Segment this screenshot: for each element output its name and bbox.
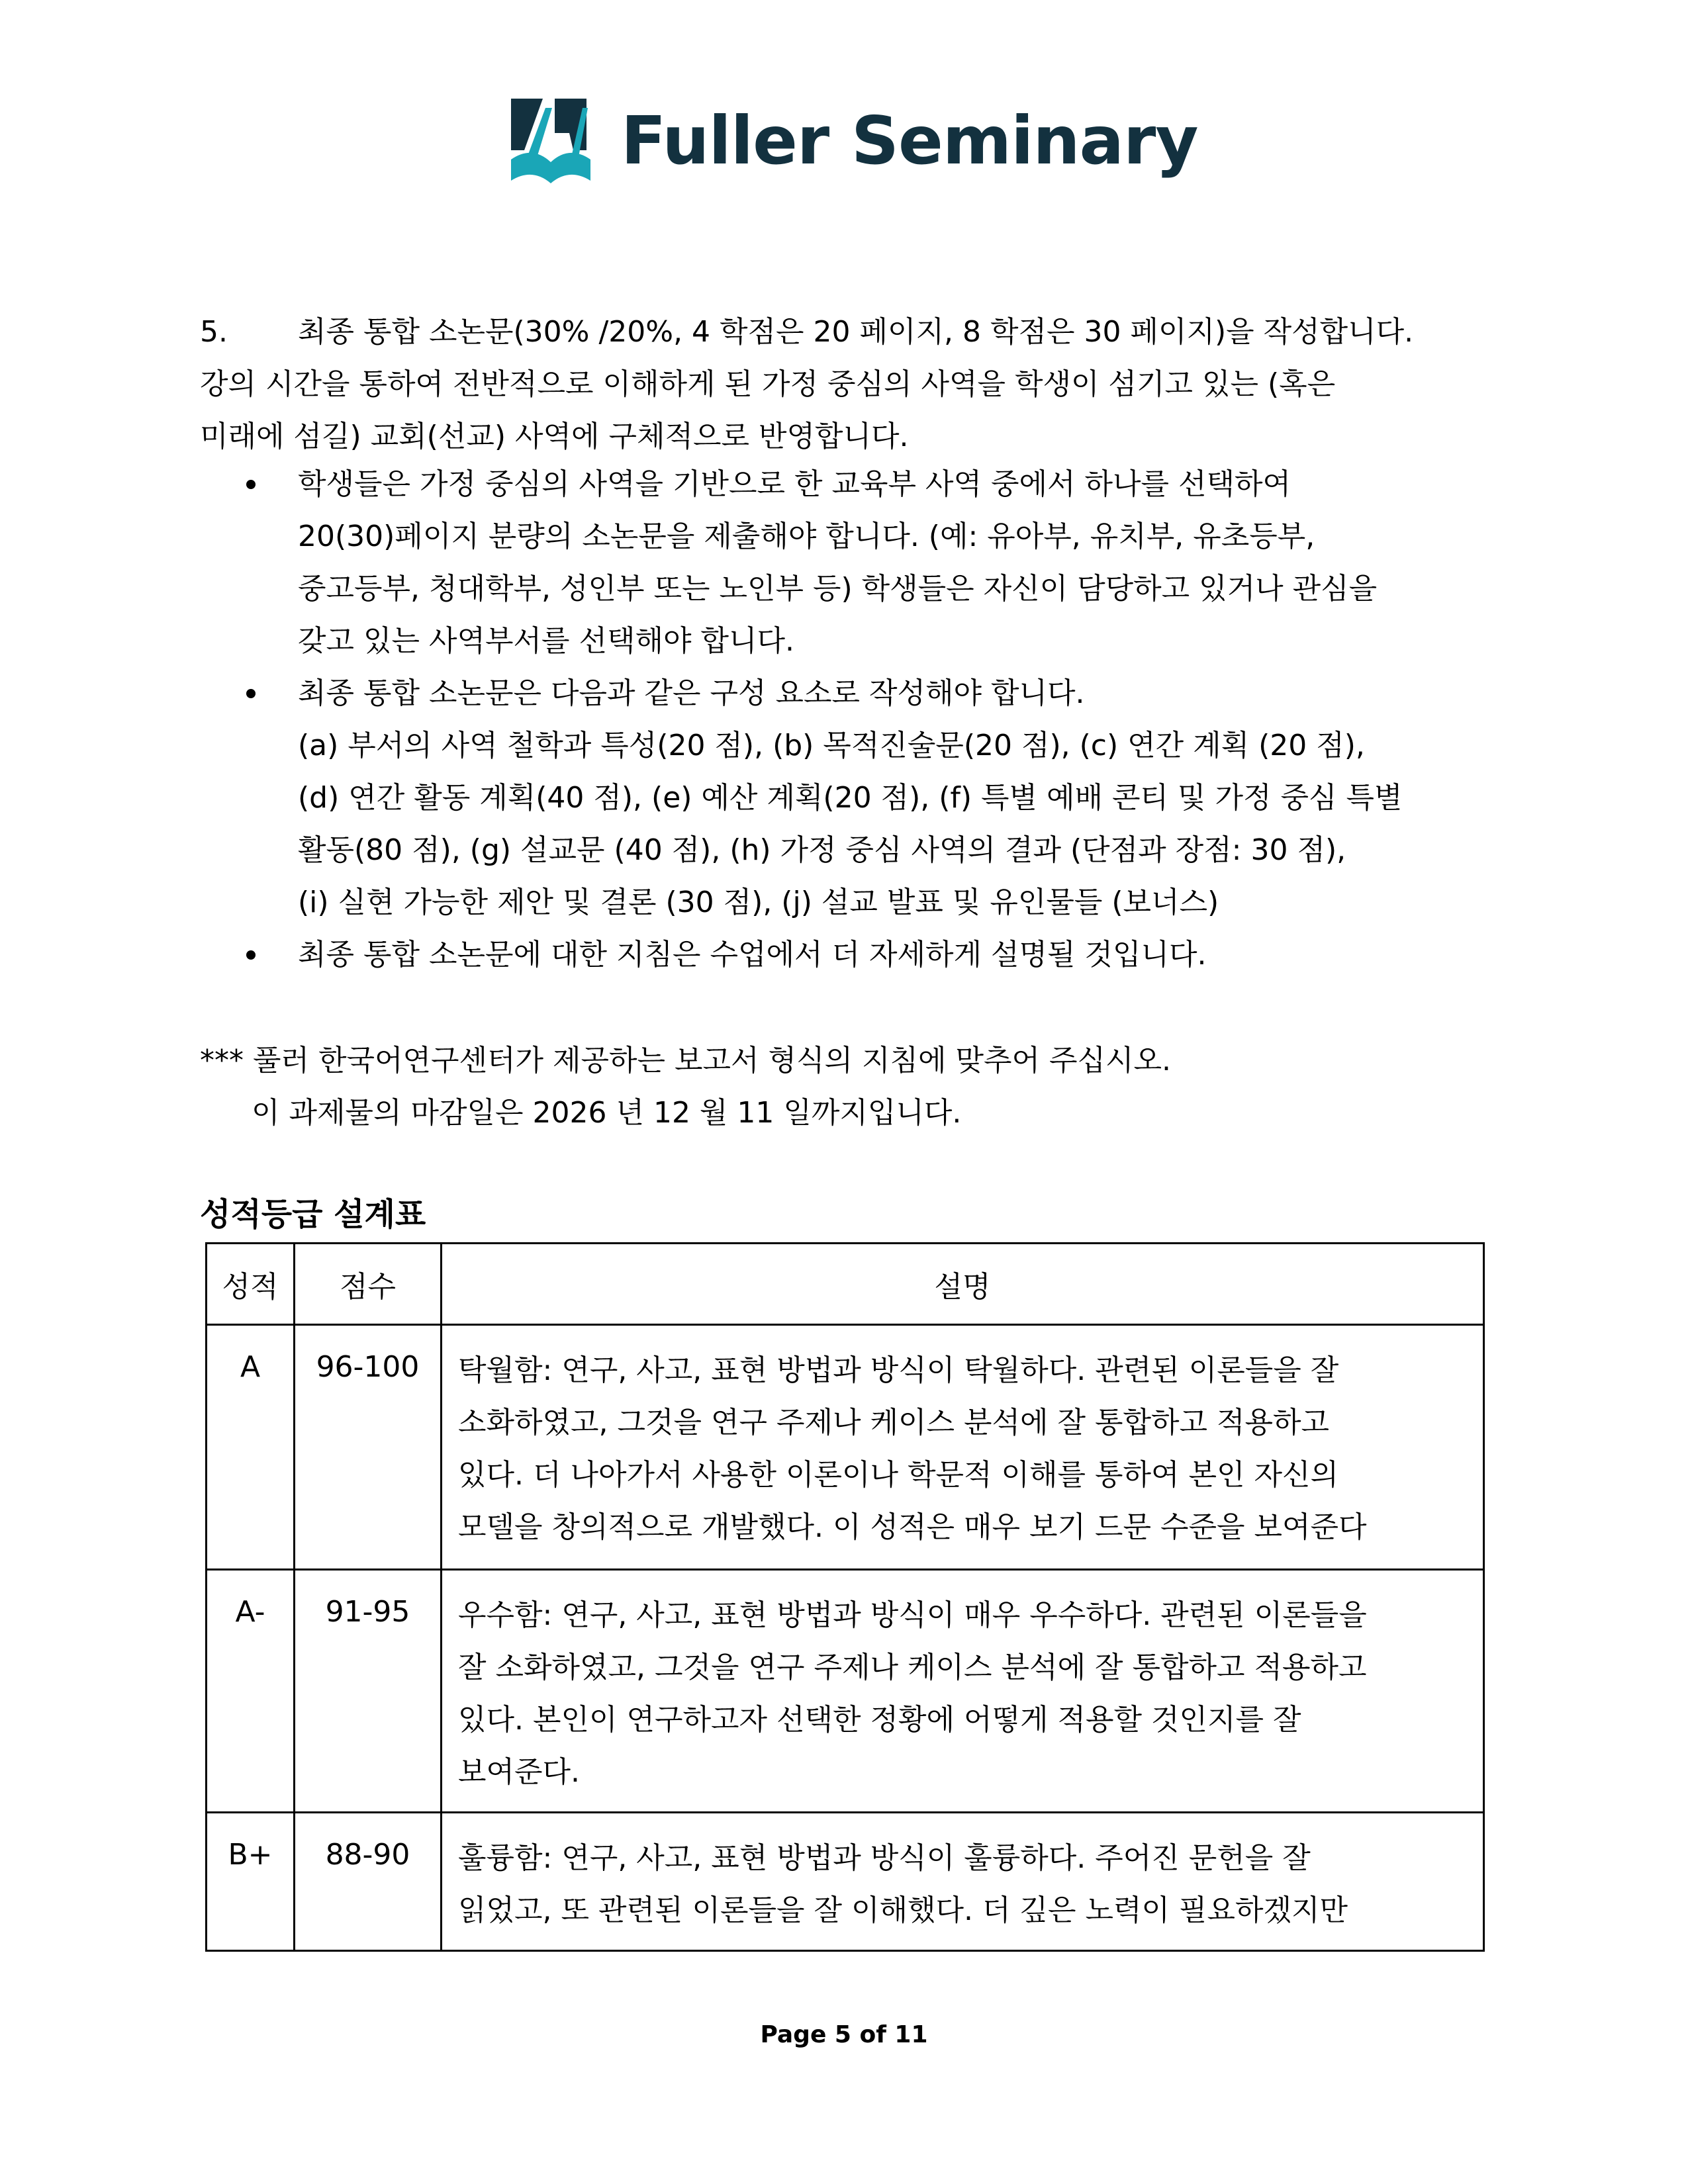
deadline-text: 이 과제물의 마감일은 2026 년 12 월 11 일까지입니다.: [252, 1096, 962, 1130]
table-row: [207, 1570, 1484, 1813]
grade-cell: A: [207, 1325, 295, 1570]
assignment-line: 미래에 섬길) 교회(선교) 사역에 구체적으로 반영합니다.: [200, 420, 909, 453]
assignment-bullet-list: [200, 458, 1402, 981]
bullet-item: 학생들은 가정 중심의 사역을 기반으로 한 교육부 사역 중에서 하나를 선택하여 20(30)페이지 분량의 소논문을 제출해야 합니다. (예: 유아부, 유치부, 유초등부, 중고등부, 청대학부, 성인부 또는 노인부 등) 학생들은 자신이 담당하고 있거나 관심을 갖고 있는 사역부서를 선택해야 합니다.: [200, 458, 1402, 667]
header-score: 점수: [295, 1244, 442, 1325]
score-cell: 88-90: [295, 1813, 442, 1951]
description-cell: 우수함: 연구, 사고, 표현 방법과 방식이 매우 우수하다. 관련된 이론들을 잘 소화하였고, 그것을 연구 주제나 케이스 분석에 잘 통합하고 적용하고 있다. 본인이 연구하고자 선택한 정황에 어떻게 적용할 것인지를 잘 보여준다.: [442, 1570, 1484, 1813]
bullet-icon: [246, 689, 256, 698]
assignment-line: 5. 최종 통합 소논문(30% /20%, 4 학점은 20 페이지, 8 학점은 30 페이지)을 작성합니다.: [200, 306, 1413, 358]
rubric-title: 성적등급 설계표: [200, 1196, 426, 1233]
grade-cell: A-: [207, 1570, 295, 1813]
bullet-icon: [246, 480, 256, 489]
table-row: [207, 1325, 1484, 1570]
grading-rubric-table: [205, 1242, 1485, 1952]
logo-wordmark: Fuller Seminary: [621, 102, 1198, 179]
open-book-logo-icon: [508, 99, 593, 183]
description-cell: 훌륭함: 연구, 사고, 표현 방법과 방식이 훌륭하다. 주어진 문헌을 잘 읽었고, 또 관련된 이론들을 잘 이해했다. 더 깊은 노력이 필요하겠지만: [442, 1813, 1484, 1951]
assignment-line: 강의 시간을 통하여 전반적으로 이해하게 된 가정 중심의 사역을 학생이 섬기고 있는 (혹은: [200, 367, 1336, 401]
score-cell: 91-95: [295, 1570, 442, 1813]
header-grade: 성적: [207, 1244, 295, 1325]
assignment-number: 5.: [200, 315, 228, 349]
fuller-seminary-logo: [508, 97, 1198, 185]
format-guideline-note: *** 풀러 한국어연구센터가 제공하는 보고서 형식의 지침에 맞추어 주십시오.: [200, 1044, 1171, 1077]
page-number: Page 5 of 11: [760, 2021, 928, 2048]
bullet-item: 최종 통합 소논문에 대한 지침은 수업에서 더 자세하게 설명될 것입니다.: [200, 929, 1402, 981]
grade-cell: B+: [207, 1813, 295, 1951]
table-header-row: [207, 1244, 1484, 1325]
format-note: [200, 1034, 1171, 1139]
bullet-item: 최종 통합 소논문은 다음과 같은 구성 요소로 작성해야 합니다. (a) 부서의 사역 철학과 특성(20 점), (b) 목적진술문(20 점), (c) 연간 계획 (20 점), (d) 연간 활동 계획(40 점), (e) 예산 계획(20 점), (f) 특별 예배 콘티 및 가정 중심 특별 활동(80 점), (g) 설교문 (40 점), (h) 가정 중심 사역의 결과 (단점과 장점: 30 점), (i) 실현 가능한 제안 및 결론 (30 점), (j) 설교 발표 및 유인물들 (보너스): [200, 667, 1402, 929]
header-description: 설명: [442, 1244, 1484, 1325]
description-cell: 탁월함: 연구, 사고, 표현 방법과 방식이 탁월하다. 관련된 이론들을 잘 소화하였고, 그것을 연구 주제나 케이스 분석에 잘 통합하고 적용하고 있다. 더 나아가서 사용한 이론이나 학문적 이해를 통하여 본인 자신의 모델을 창의적으로 개발했다. 이 성적은 매우 보기 드문 수준을 보여준다: [442, 1325, 1484, 1570]
assignment-item-5: [200, 306, 1413, 463]
score-cell: 96-100: [295, 1325, 442, 1570]
bullet-icon: [246, 950, 256, 960]
table-row: [207, 1813, 1484, 1951]
